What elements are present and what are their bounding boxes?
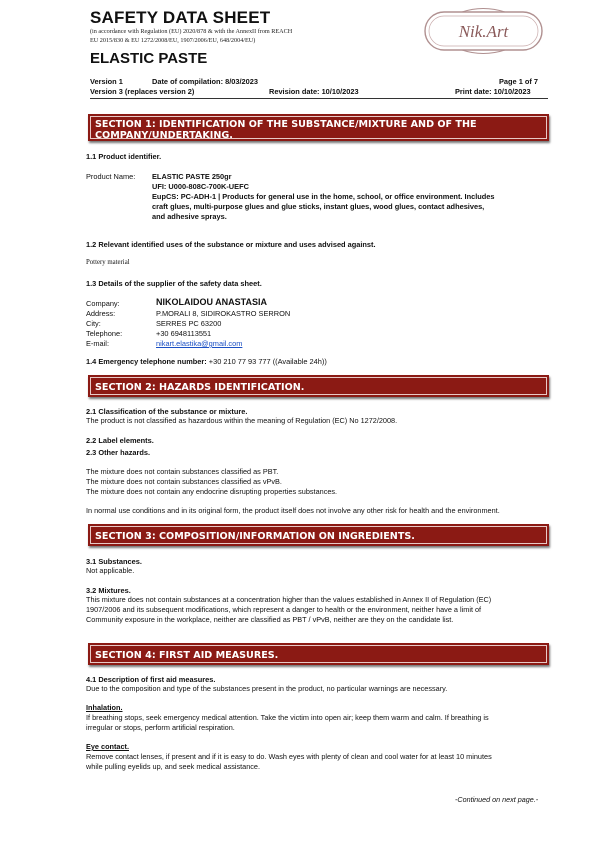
s1-4-title: 1.4 Emergency telephone number:	[86, 357, 207, 366]
email-label: E-mail:	[86, 339, 109, 348]
section-3-heading-text: SECTION 3: COMPOSITION/INFORMATION ON INGREDIENTS.	[90, 526, 547, 544]
product-name-label: Product Name:	[86, 172, 136, 181]
inhalation-line-1: If breathing stops, seek emergency medical attention. Take the victim into open air; keep them warm and calm. If breathing is	[86, 713, 489, 722]
section-2-heading	[88, 375, 549, 397]
company-value: NIKOLAIDOU ANASTASIA	[156, 297, 267, 307]
email-link[interactable]: nikart.elastika@gmail.com	[156, 339, 243, 348]
address-label: Address:	[86, 309, 116, 318]
section-1-heading-line-2: COMPANY/UNDERTAKING.	[95, 130, 233, 141]
s3-1-text: Not applicable.	[86, 566, 135, 575]
header-divider	[90, 98, 548, 99]
eupcs-line-3: and adhesive sprays.	[152, 212, 227, 221]
regulation-line-2: EU 2015/830 & EU 1272/2008/EU, 1907/2006/EU, 648/2004/EU)	[90, 37, 256, 44]
product-title: ELASTIC PASTE	[90, 50, 208, 67]
identified-use: Pottery material	[86, 259, 130, 266]
s2-1-title: 2.1 Classification of the substance or mixture.	[86, 407, 248, 416]
telephone-value: +30 6948113551	[156, 329, 212, 338]
eye-contact-title: Eye contact.	[86, 742, 129, 751]
vpvb-statement: The mixture does not contain substances classified as vPvB.	[86, 477, 282, 486]
s3-1-title: 3.1 Substances.	[86, 557, 142, 566]
normal-use-statement: In normal use conditions and in its original form, the product itself does not involve any other risk for health and the environment.	[86, 506, 500, 515]
document-title: SAFETY DATA SHEET	[90, 8, 271, 27]
endocrine-statement: The mixture does not contain any endocrine disrupting properties substances.	[86, 487, 338, 496]
address-value: P.MORALI 8, SIDIROKASTRO SERRON	[156, 309, 291, 318]
eye-contact-line-2: while pulling eyelids up, and seek medical assistance.	[86, 762, 261, 771]
telephone-label: Telephone:	[86, 329, 123, 338]
pbt-statement: The mixture does not contain substances classified as PBT.	[86, 467, 279, 476]
page-number: Page 1 of 7	[499, 77, 539, 86]
city-value: SERRES PC 63200	[156, 319, 222, 328]
product-name-value: ELASTIC PASTE 250gr	[152, 172, 232, 181]
s1-3-title: 1.3 Details of the supplier of the safety data sheet.	[86, 279, 262, 288]
eupcs-line-2: craft glues, multi-purpose glues and glue sticks, instant glues, wood glues, contact adhesives,	[152, 202, 485, 211]
compilation-date: Date of compilation: 8/03/2023	[152, 77, 258, 86]
inhalation-line-2: irregular or stops, perform artificial respiration.	[86, 723, 235, 732]
s1-2-title: 1.2 Relevant identified uses of the substance or mixture and uses advised against.	[86, 240, 376, 249]
section-1-heading	[88, 114, 549, 141]
s3-2-title: 3.2 Mixtures.	[86, 586, 131, 595]
inhalation-title: Inhalation.	[86, 703, 123, 712]
city-label: City:	[86, 319, 101, 328]
section-3-heading	[88, 524, 549, 546]
eupcs-line-1: EupCS: PC-ADH-1 | Products for general use in the home, school, or office environment. Includes	[152, 192, 495, 201]
s3-2-line-2: 1907/2006 and its subsequent modifications, which represent a danger to health or the environment, neither have a limit of	[86, 605, 482, 614]
section-2-heading-text: SECTION 2: HAZARDS IDENTIFICATION.	[90, 377, 547, 395]
regulation-line-1: (in accordance with Regulation (EU) 2020/878 & with the AnnexII from REACH	[90, 28, 293, 35]
eye-contact-line-1: Remove contact lenses, if present and if it is easy to do. Wash eyes with plenty of clean and cool water for at least 10 minutes	[86, 752, 492, 761]
revision-date: Revision date: 10/10/2023	[269, 87, 359, 96]
svg-text:Nik.Art: Nik.Art	[458, 22, 509, 41]
section-4-heading-text: SECTION 4: FIRST AID MEASURES.	[90, 645, 547, 663]
emergency-number: +30 210 77 93 777 ((Available 24h))	[206, 357, 327, 366]
s4-1-title: 4.1 Description of first aid measures.	[86, 675, 216, 684]
section-4-heading	[88, 643, 549, 665]
section-1-heading-line-1: SECTION 1: IDENTIFICATION OF THE SUBSTANCE/MIXTURE AND OF THE	[95, 119, 477, 130]
emergency-line	[86, 357, 327, 366]
company-label: Company:	[86, 299, 120, 308]
ufi-code: UFI: U000-808C-700K-UEFC	[152, 182, 249, 191]
print-date: Print date: 10/10/2023	[455, 87, 531, 96]
s2-1-text: The product is not classified as hazardous within the meaning of Regulation (EC) No 1272/2008.	[86, 416, 398, 425]
s3-2-line-1: This mixture does not contain substances at a concentration higher than the values established in Annex II of Regulation (EC)	[86, 595, 492, 604]
s2-3-title: 2.3 Other hazards.	[86, 448, 151, 457]
s4-1-text: Due to the composition and type of the substances present in the product, no particular warnings are necessary.	[86, 684, 448, 693]
continued-note: -Continued on next page.-	[455, 795, 539, 804]
version-replaces: Version 3 (replaces version 2)	[90, 87, 195, 96]
s1-1-title: 1.1 Product identifier.	[86, 152, 162, 161]
company-logo	[422, 8, 545, 54]
version-label: Version 1	[90, 77, 123, 86]
s2-2-title: 2.2 Label elements.	[86, 436, 154, 445]
s3-2-line-3: Community exposure in the workplace, neither are classified as PBT / vPvB, neither are they on the candidate list.	[86, 615, 454, 624]
